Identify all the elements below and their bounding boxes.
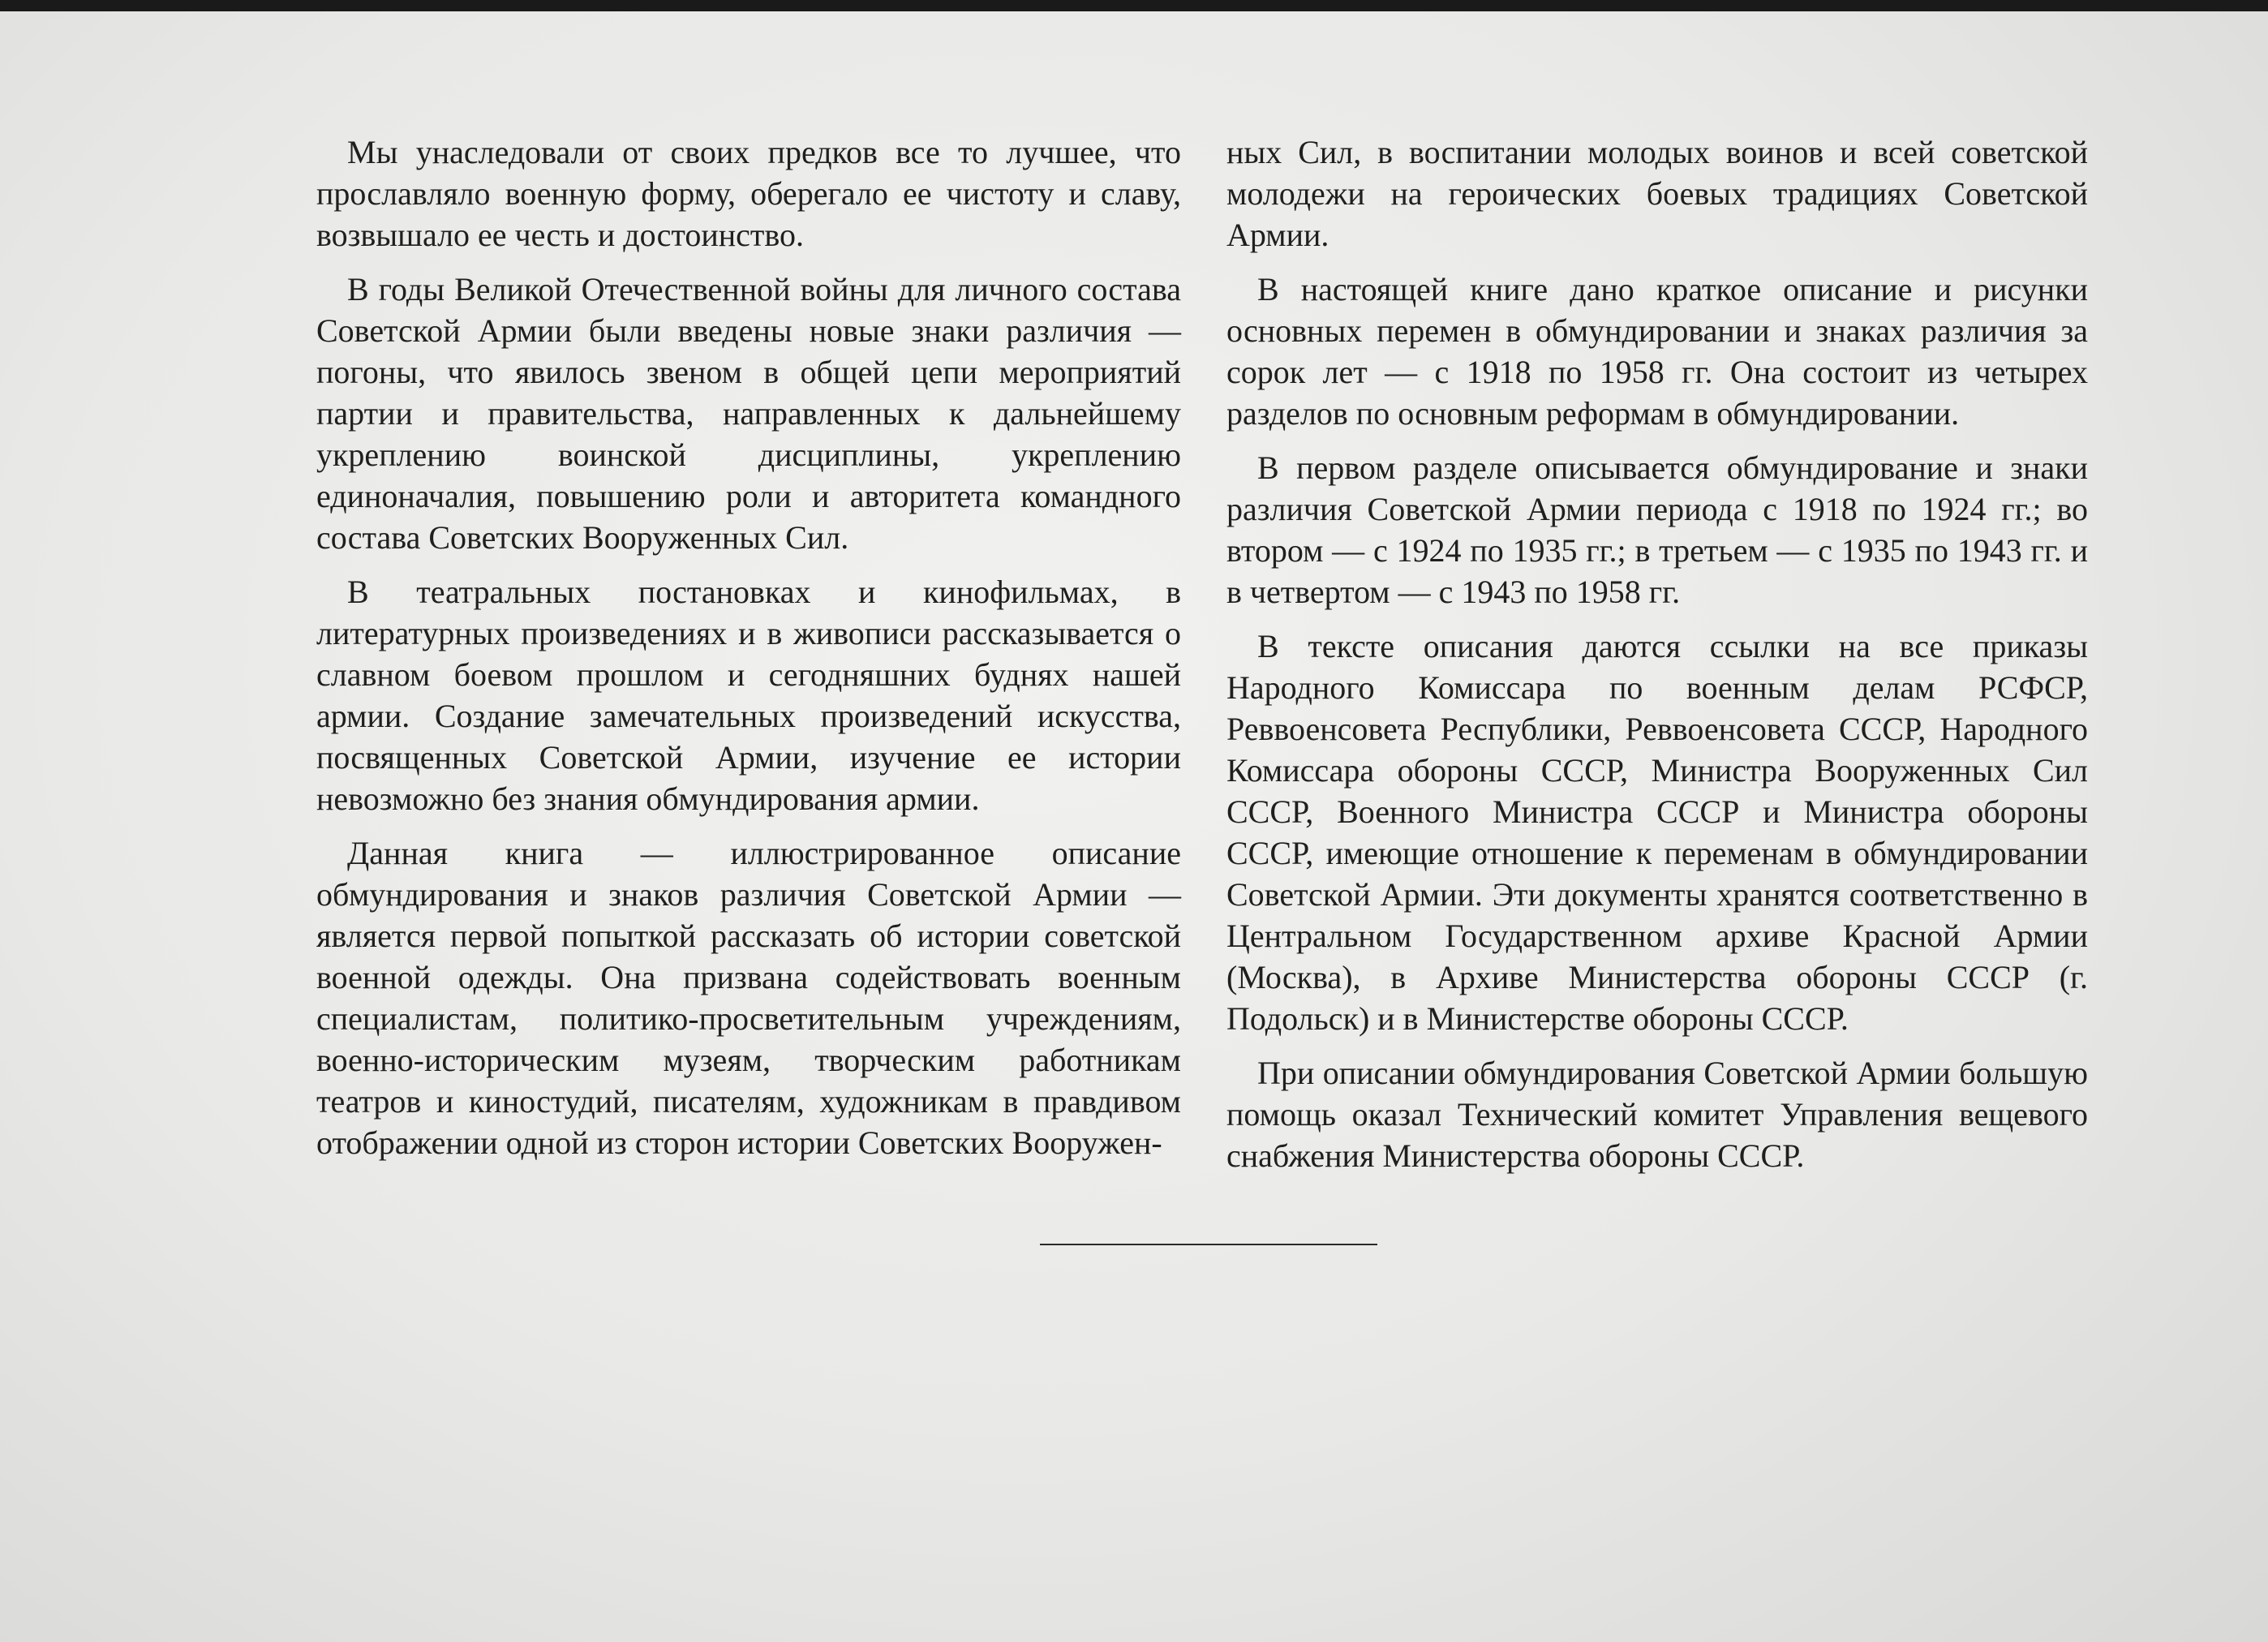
section-divider-rule — [1040, 1244, 1377, 1245]
right-paragraph-5: При описании обмундирования Советской Армии большую помощь оказал Технический комитет Управления вещевого снабжения Министерства обороны СССР. — [1226, 1055, 2088, 1174]
left-paragraph-4: Данная книга — иллюстрированное описание обмундирования и знаков различия Советской Армии — является первой попыткой рассказать об истории советской военной одежды. Она призвана содействовать военным специалистам, политико-просветительным учреждениям, военно-историческим музеям, творческим работникам театров и киностудий, писателям, художникам в правдивом отображении одной из сторон истории Советских Вооружен- — [316, 835, 1181, 1161]
right-paragraph-4: В тексте описания даются ссылки на все приказы Народного Комиссара по военным делам РСФСР, Реввоенсовета Республики, Реввоенсовета СССР, Народного Комиссара обороны СССР, Министра Вооруженных Сил СССР, Военного Министра СССР и Министра обороны СССР, имеющие отношение к переменам в обмундировании Советской Армии. Эти документы хранятся соответственно в Центральном Государственном архиве Красной Армии (Москва), в Архиве Министерства обороны СССР (г. Подольск) и в Министерстве обороны СССР. — [1226, 628, 2088, 1037]
right-paragraph-2: В настоящей книге дано краткое описание и рисунки основных перемен в обмундировании и знаках различия за сорок лет — с 1918 по 1958 гг. Она состоит из четырех разделов по основным реформам в обмундировании. — [1226, 271, 2088, 432]
left-paragraph-3: В театральных постановках и кинофильмах, в литературных произведениях и в живописи рассказывается о славном боевом прошлом и сегодняшних буднях нашей армии. Создание замечательных произведений искусства, посвященных Советской Армии, изучение ее истории невозможно без знания обмундирования армии. — [316, 574, 1181, 817]
right-paragraph-1: ных Сил, в воспитании молодых воинов и всей советской молодежи на героических боевых традициях Советской Армии. — [1226, 134, 2088, 253]
left-paragraph-2: В годы Великой Отечественной войны для личного состава Советской Армии были введены новые знаки различия — погоны, что явилось звеном в общей цепи мероприятий партии и правительства, направленных к дальнейшему укреплению воинской дисциплины, укреплению единоначалия, повышению роли и авторитета командного состава Советских Вооруженных Сил. — [316, 271, 1181, 556]
left-text-column — [316, 131, 1181, 1176]
left-paragraph-1: Мы унаследовали от своих предков все то лучшее, что прославляло военную форму, оберегало ее чистоту и славу, возвышало ее честь и достоинство. — [316, 134, 1181, 253]
scan-top-edge — [0, 0, 2268, 11]
right-paragraph-3: В первом разделе описывается обмундирование и знаки различия Советской Армии периода с 1918 по 1924 гг.; во втором — с 1924 по 1935 гг.; в третьем — с 1935 по 1943 гг. и в четвертом — с 1943 по 1958 гг. — [1226, 449, 2088, 610]
right-text-column — [1226, 131, 2088, 1189]
